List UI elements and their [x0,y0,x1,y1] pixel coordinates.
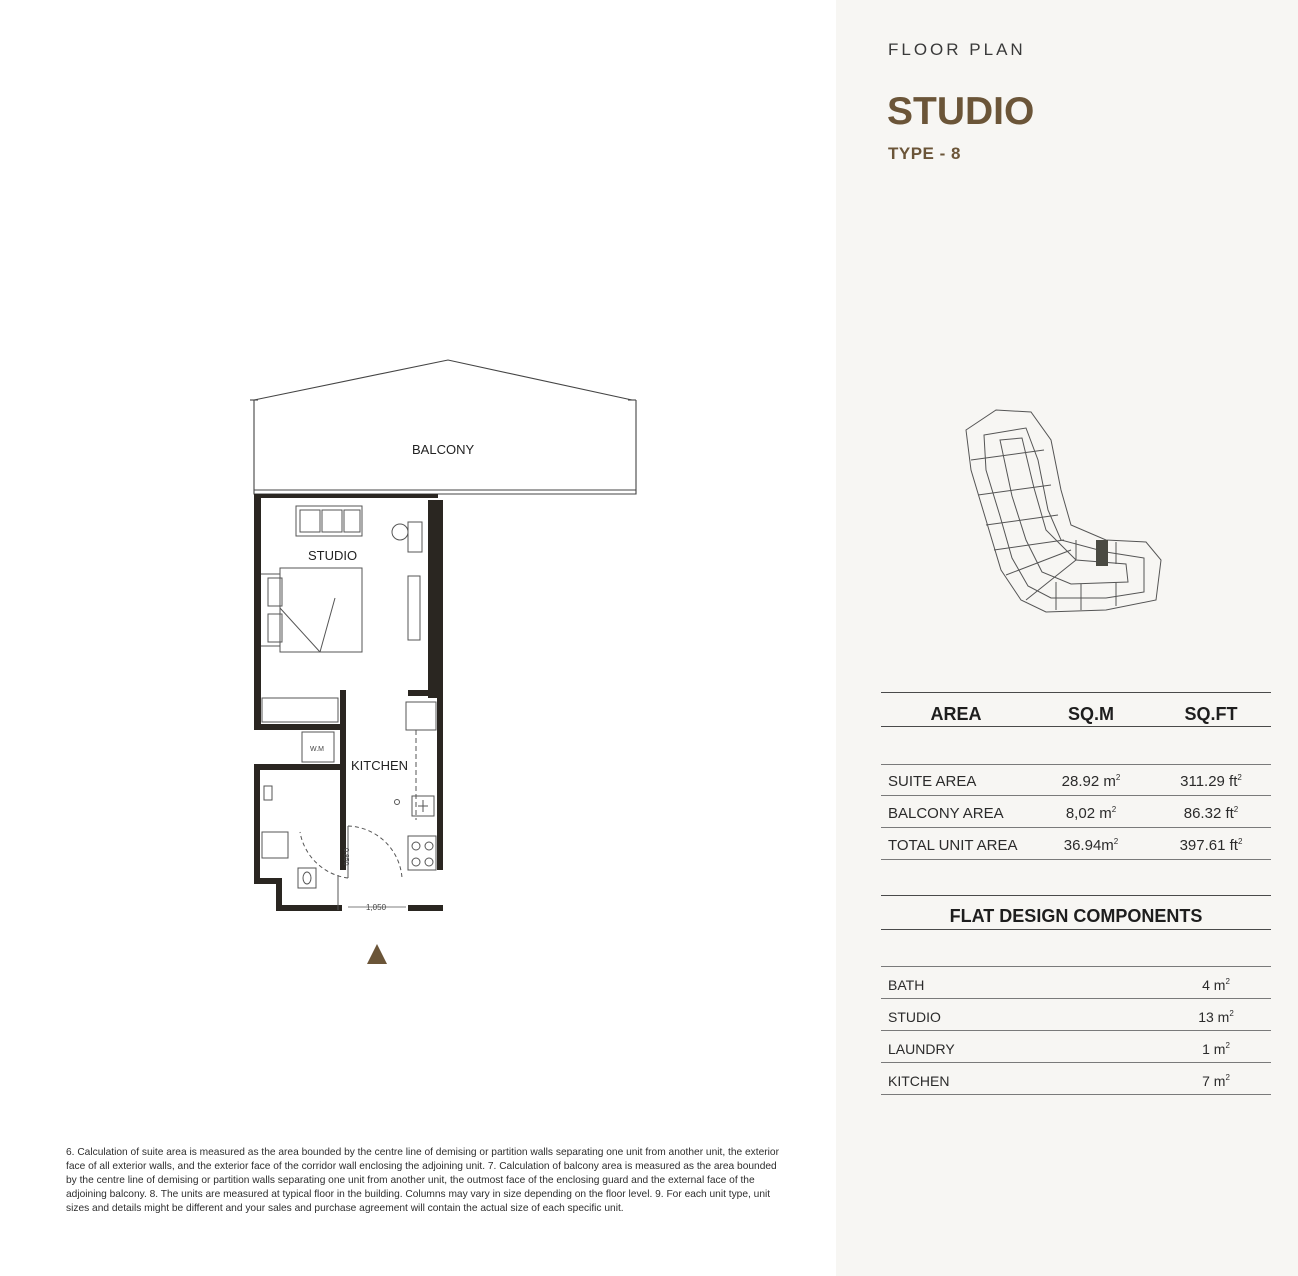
floor-plan-drawing [240,350,660,990]
unit-type-label: TYPE - 8 [888,144,961,163]
kitchen-label-row: KITCHEN [888,1073,950,1089]
info-panel [836,0,1298,1276]
kitchen-value: 7 $m^2$ [1202,1073,1230,1089]
footnote: 6. Calculation of suite area is measured as the area bounded by the centre line of demising or partition walls separating one unit from another unit, the exterior face of all exterior walls, and the exterior face of the corridor wall enclosing the adjoining unit. 7. Calculation of balcony area is measured as the area bounded by the centre line of demising or partition walls separating one unit from another unit, the outmost face of the enclosing guard and the external face of the adjoining balcony. 8. The units are measured at typical floor in the building. Columns may vary in size depending on the floor level. 9. For each unit type, unit sizes and details might be different and your sales and purchase agreement will contain the actual size of each specific unit. [66,1147,779,1214]
suite-area-sqft: 311.29 $ft^2$ [1180,773,1242,790]
area-table [881,692,1271,862]
suite-area-sqm: 28.92 $m^2$ [1061,773,1121,790]
studio-label-row: STUDIO [888,1009,941,1025]
page-title: STUDIO [887,90,1035,133]
balcony-area-sqm: 8,02 $m^2$ [1065,805,1117,822]
components-title: FLAT DESIGN COMPONENTS [949,906,1203,926]
highlighted-unit [1096,540,1108,566]
bath-value: 4 $m^2$ [1202,977,1230,993]
studio-label: STUDIO [308,548,358,563]
dim-door-label: 0.850 [342,848,349,866]
area-header: AREA [930,704,982,724]
bath-label: BATH [888,977,925,993]
sqm-header: SQ.M [1067,704,1114,724]
laundry-value: 1 $m^2$ [1202,1041,1230,1057]
balcony-label: BALCONY [412,442,475,457]
key-plan-map [956,400,1166,620]
wm-label: W.M [310,746,324,753]
sqft-header: SQ.FT [1184,704,1238,724]
laundry-label: LAUNDRY [888,1041,955,1057]
dim-width-label: 1,050 [366,903,387,912]
total-area-sqm: $36.94m^2$ [1063,837,1119,854]
eyebrow-label: FLOOR PLAN [888,40,1026,59]
suite-area-label: SUITE AREA [888,773,977,790]
balcony-area-label: BALCONY AREA [888,805,1004,822]
studio-value: 13 $m^2$ [1198,1009,1234,1025]
north-arrow-icon [367,944,387,964]
total-area-sqft: 397.61 $ft^2$ [1179,837,1243,854]
kitchen-label: KITCHEN [351,758,409,773]
components-table [881,895,1271,1100]
balcony-outline [250,360,636,494]
total-area-label: TOTAL UNIT AREA [888,837,1018,854]
balcony-area-sqft: 86.32 $ft^2$ [1183,805,1239,822]
